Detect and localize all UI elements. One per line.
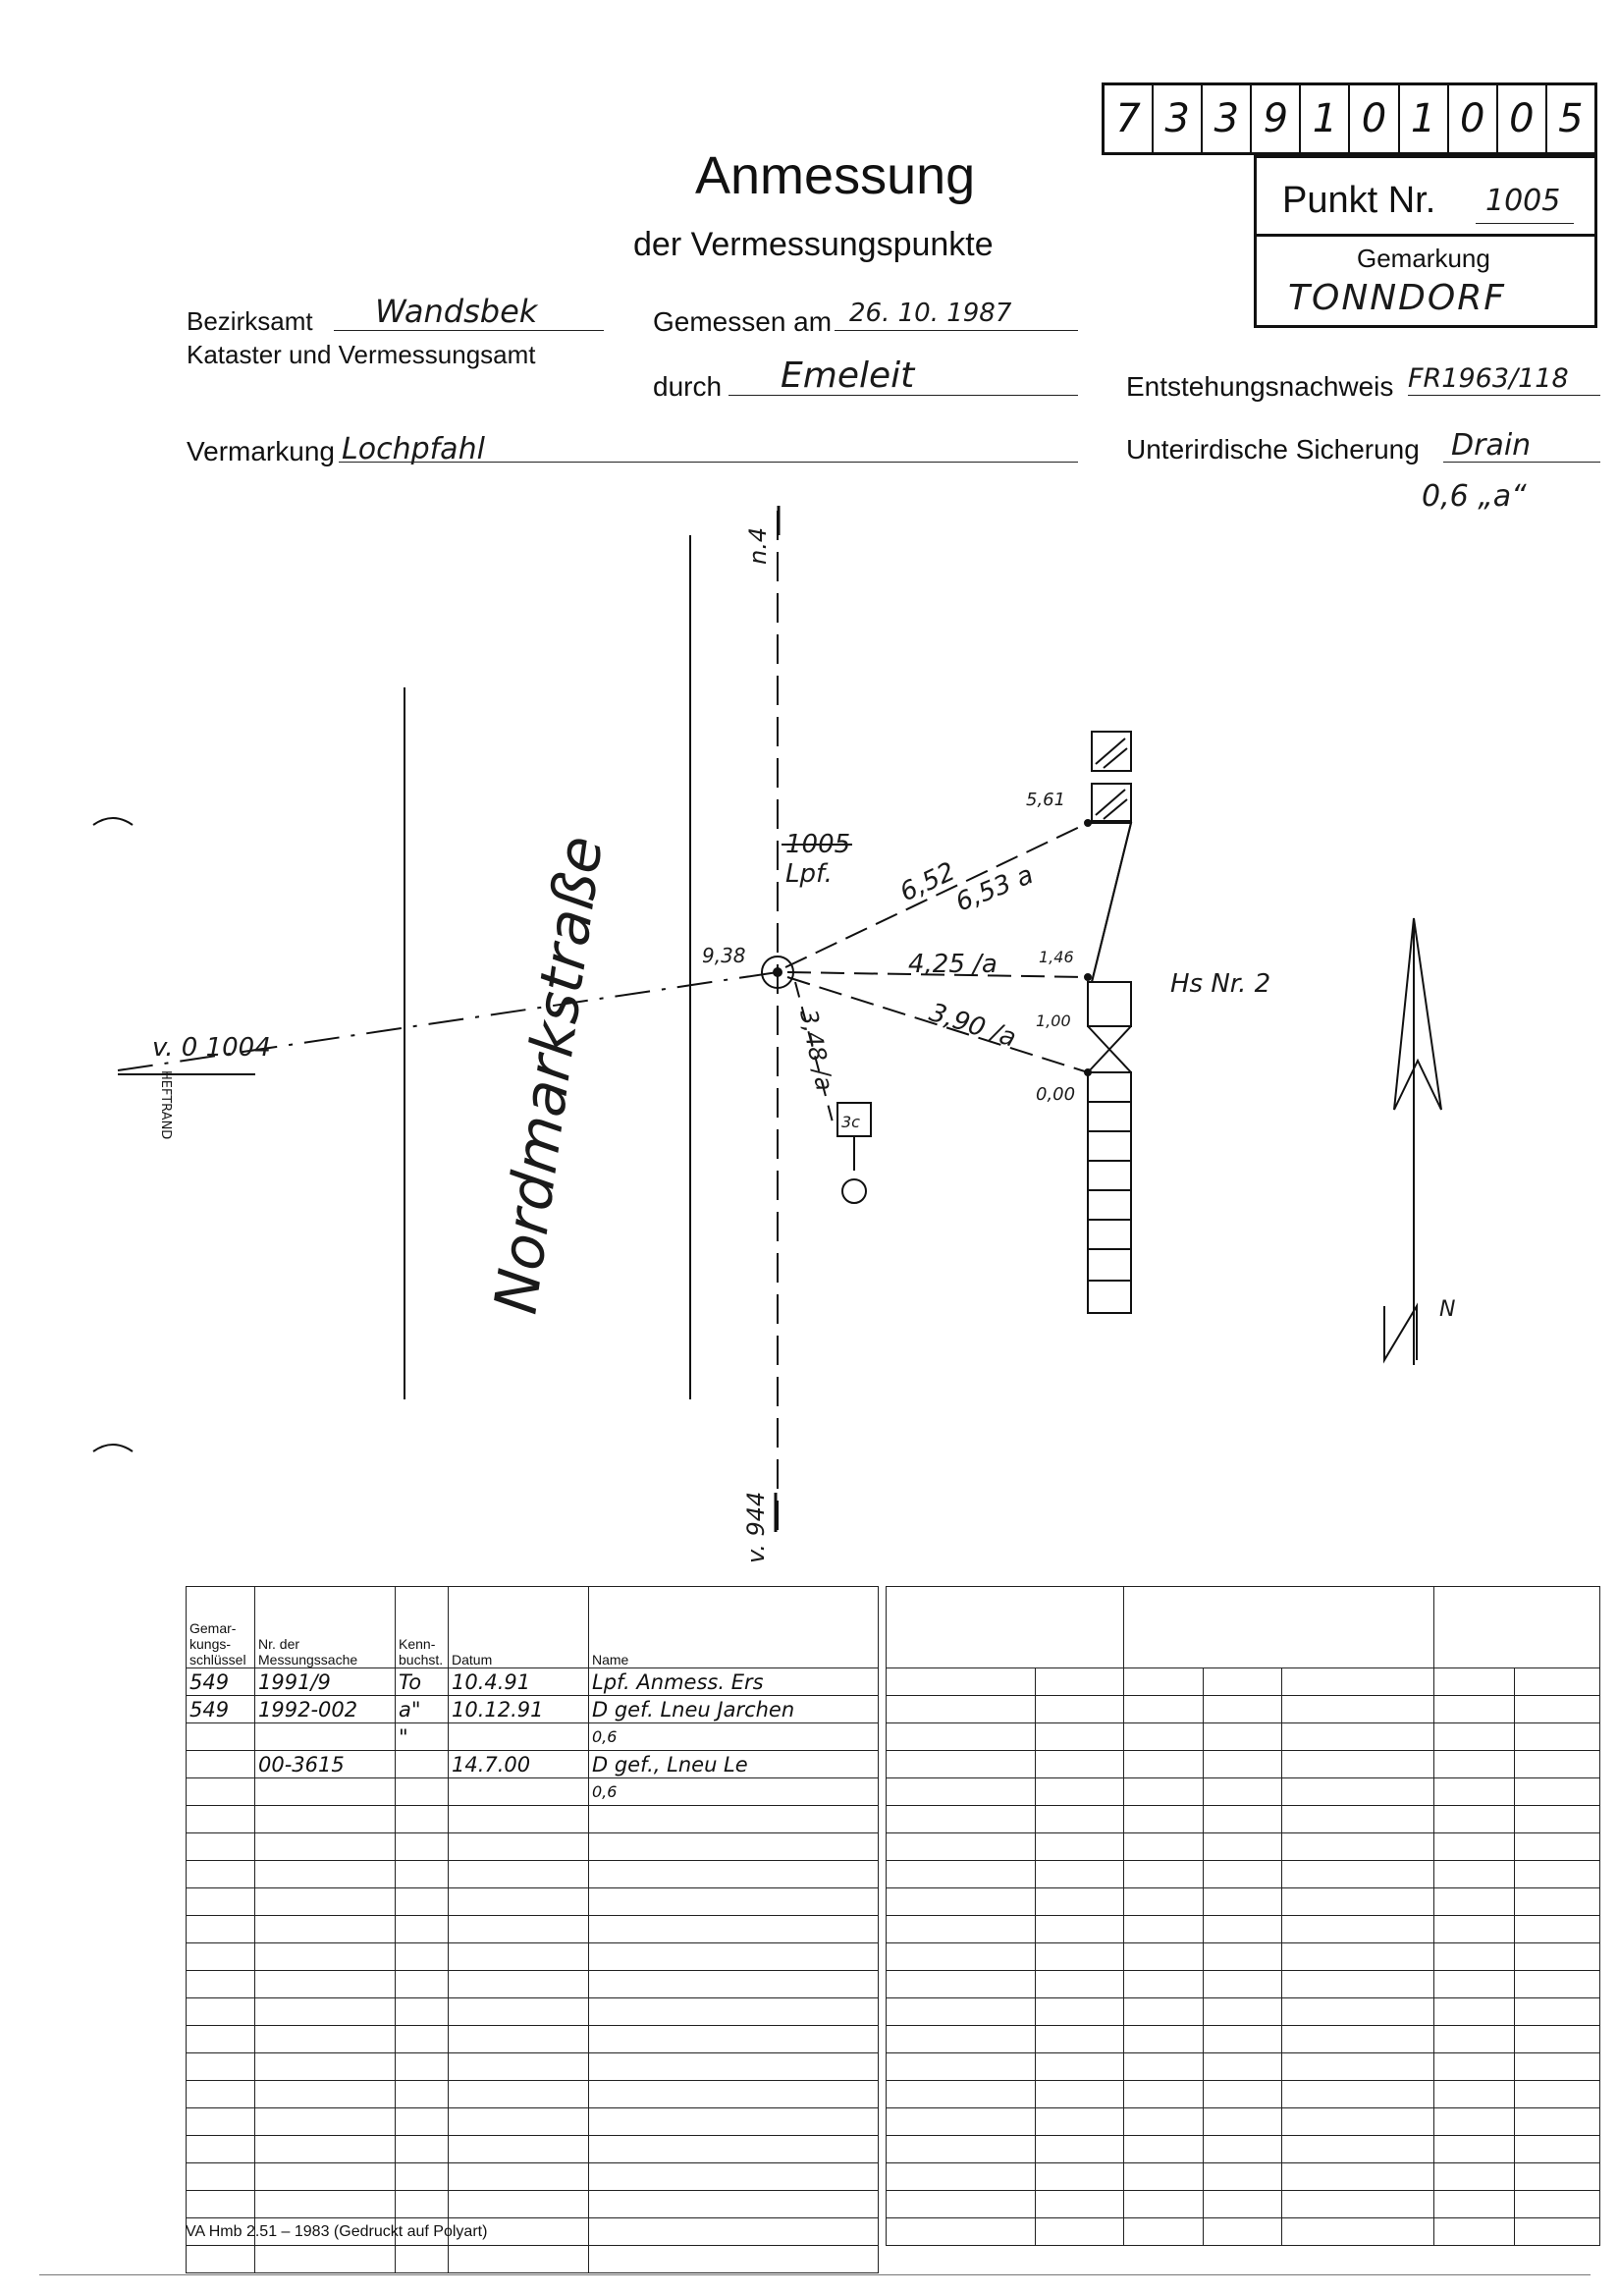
- durch-value: Emeleit: [781, 355, 915, 396]
- m-390a: 3,90 /a: [925, 998, 1020, 1054]
- digit: 9: [1252, 85, 1301, 152]
- gemarkung-value: TONNDORF: [1288, 278, 1506, 318]
- m-653a: 6,53 a: [951, 859, 1038, 918]
- m-561: 5,61: [1026, 790, 1066, 810]
- heftrand-label: HEFTRAND: [158, 1070, 173, 1140]
- m-348a: 3,48 /a: [794, 1007, 838, 1094]
- table-row: 0,6: [187, 1778, 879, 1806]
- sicherung-value: Drain: [1451, 428, 1532, 463]
- digit: 1: [1400, 85, 1449, 152]
- digit: 0: [1498, 85, 1547, 152]
- left-ref: v. 0 1004: [152, 1033, 271, 1063]
- page-subtitle: der Vermessungspunkte: [633, 226, 994, 263]
- house-number: Hs Nr. 2: [1170, 969, 1271, 999]
- m-938: 9,38: [702, 944, 746, 967]
- m-652: 6,52: [895, 856, 960, 908]
- m-425a: 4,25 /a: [908, 950, 998, 979]
- footer-note: VA Hmb 2.51 – 1983 (Gedruckt auf Polyart): [186, 2223, 488, 2240]
- digit: 3: [1203, 85, 1252, 152]
- bottom-rule: [39, 2274, 1591, 2275]
- col-header-name: Name: [589, 1587, 879, 1668]
- north-label: N: [1439, 1297, 1456, 1322]
- bezirksamt-value: Wandsbek: [375, 293, 538, 330]
- kataster-label: Kataster und Vermessungsamt: [187, 340, 536, 369]
- point-sublabel: Lpf.: [785, 859, 833, 889]
- table-row: " 0,6: [187, 1723, 879, 1751]
- m-000: 0,00: [1036, 1084, 1076, 1105]
- col-header-datum: Datum: [449, 1587, 589, 1668]
- gemessen-label: Gemessen am: [653, 306, 833, 337]
- page-title: Anmessung: [695, 146, 976, 205]
- point-label: 1005: [785, 830, 851, 859]
- digit: 5: [1558, 96, 1584, 141]
- register-table-right: [886, 1586, 1600, 2246]
- digit: 0: [1350, 85, 1399, 152]
- digit: 1: [1301, 85, 1350, 152]
- register-table: [186, 1586, 879, 2273]
- street-name: Nordmarkstraße: [481, 832, 618, 1319]
- m-146: 1,46: [1039, 948, 1074, 966]
- m-100: 1,00: [1036, 1011, 1071, 1030]
- gemarkung-label: Gemarkung: [1357, 244, 1490, 273]
- col-header-kennbuchst: Kenn- buchst.: [396, 1587, 449, 1668]
- vermarkung-label: Vermarkung: [187, 436, 335, 466]
- vermarkung-value: Lochpfahl: [342, 432, 485, 466]
- top-ref: n.4: [744, 526, 772, 565]
- m-3c: 3c: [841, 1113, 860, 1131]
- sicherung-label: Unterirdische Sicherung: [1126, 434, 1420, 465]
- table-row: 549 1992-002 a" 10.12.91 D gef. Lneu Jarchen: [187, 1696, 879, 1723]
- col-header-messungssache: Nr. der Messungssache: [255, 1587, 396, 1668]
- durch-label: durch: [653, 371, 723, 402]
- entstehung-value: FR1963/118: [1408, 363, 1569, 394]
- sicherung-note: 0,6 „a“: [1422, 479, 1527, 514]
- entstehung-label: Entstehungsnachweis: [1126, 371, 1394, 402]
- punkt-value: 1005: [1485, 184, 1561, 218]
- digit: 7: [1105, 85, 1154, 152]
- digit: 0: [1449, 85, 1498, 152]
- table-row: 00-3615 14.7.00 D gef., Lneu Le: [187, 1751, 879, 1778]
- punkt-label: Punkt Nr.: [1282, 180, 1436, 221]
- bottom-ref: v. 944: [742, 1491, 770, 1563]
- table-row: 549 1991/9 To 10.4.91 Lpf. Anmess. Ers: [187, 1668, 879, 1696]
- col-header-gemarkung: Gemar- kungs- schlüssel: [187, 1587, 255, 1668]
- bezirksamt-label: Bezirksamt: [187, 306, 313, 336]
- gemessen-value: 26. 10. 1987: [849, 299, 1012, 328]
- digit: 3: [1154, 85, 1203, 152]
